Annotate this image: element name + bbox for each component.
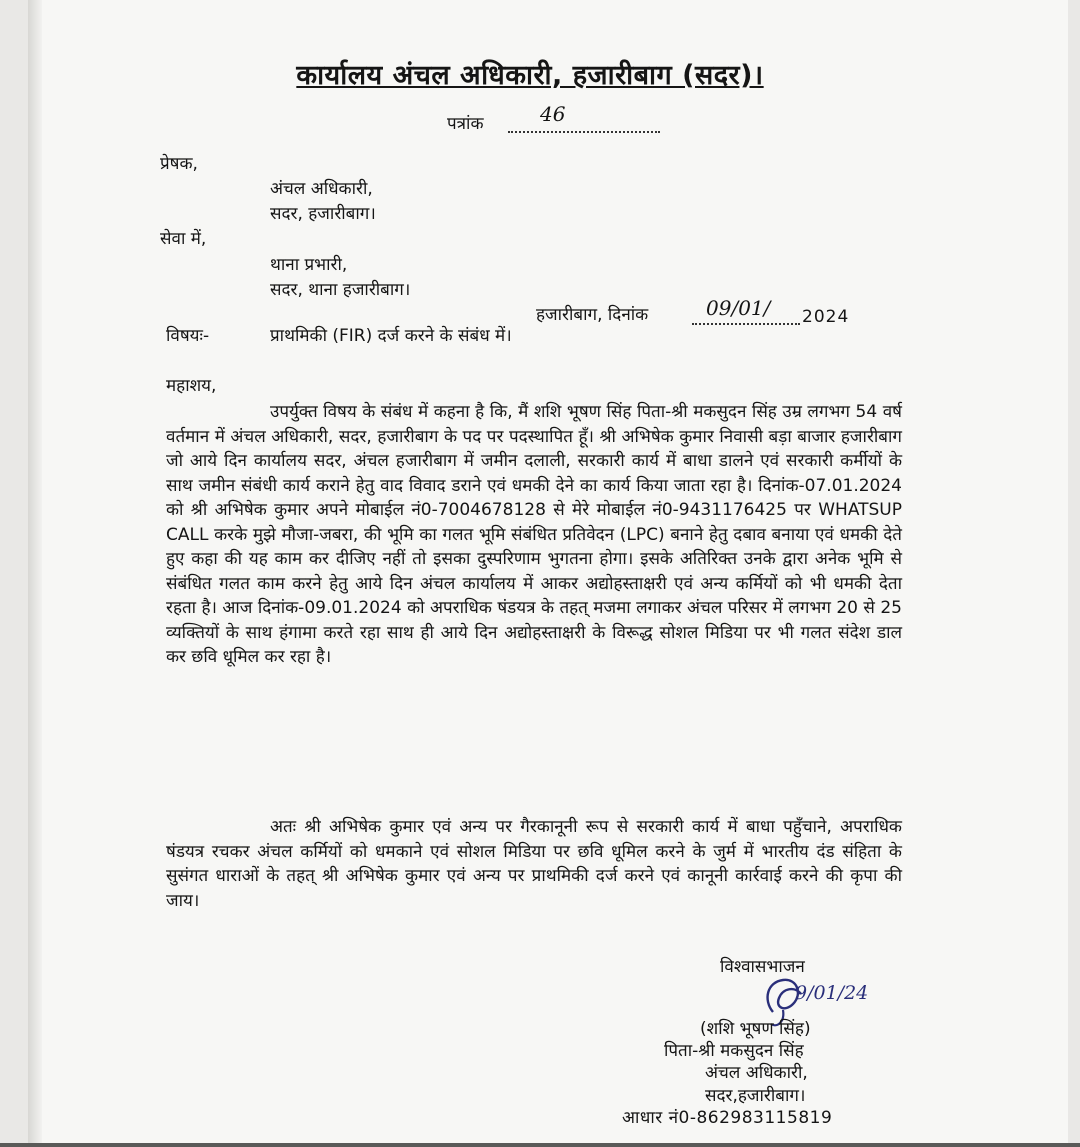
- office-header: कार्यालय अंचल अधिकारी, हजारीबाग (सदर)।: [296, 60, 764, 91]
- recipient-label: सेवा में,: [160, 229, 207, 249]
- signature-date: 9/01/24: [795, 982, 869, 1004]
- sender-line-1: अंचल अधिकारी,: [270, 179, 373, 199]
- sender-line-2: सदर, हजारीबाग।: [270, 204, 376, 224]
- body-paragraph-1: उपर्युक्त विषय के संबंध में कहना है कि, मैं शशि भूषण सिंह पिता-श्री मकसुदन सिंह उम्र लगभग 54 वर्ष वर्तमान में अंचल अधिकारी, सदर, हजारीबाग के पद पर पदस्थापित हूँ। श्री अभिषेक कुमार निवासी बड़ा बाजार हजारीबाग जो आये दिन कार्यालय सदर, अंचल हजारीबाग में जमीन दलाली, सरकारी कार्य में बाधा डालने एवं सरकारी कर्मीयों के साथ जमीन संबंधी कार्य कराने हेतु वाद विवाद डराने एवं धमकी देने का कार्य किया जाता रहा है। दिनांक-07.01.2024 को श्री अभिषेक कुमार अपने मोबाईल नं0-7004678128 से मेरे मोबाईल नं0-9431176425 पर WHATSUP CALL करके मुझे मौजा-जबरा, की भूमि का गलत भूमि संबंधित प्रतिवेदन (LPC) बनाने हेतु दबाव बनाया एवं धमकी देते हुए कहा की यह काम कर दीजिए नहीं तो इसका दुस्परिणाम भुगतना होगा। इसके अतिरिक्त उनके द्वारा अनेक भूमि से संबंधित गलत काम करने हेतु आये दिन अंचल कार्यालय में आकर अद्योहस्ताक्षरी एवं अन्य कर्मियों को भी धमकी देता रहता है। आज दिनांक-09.01.2024 को अपराधिक षंडयत्र के तहत् मजमा लगाकर अंचल परिसर में लगभग 20 से 25 व्यक्तियों के साथ हंगामा करते रहा साथ ही आये दिन अद्योहस्ताक्षरी के विरूद्ध सोशल मिडिया पर भी गलत संदेश डाल कर छवि धूमिल कर रहा है।: [166, 402, 902, 667]
- letter-number-value: 46: [540, 102, 566, 126]
- date-year: 2024: [802, 307, 850, 327]
- body-paragraph-2: अतः श्री अभिषेक कुमार एवं अन्य पर गैरकानूनी रूप से सरकारी कार्य में बाधा पहुँचाने, अपराधिक षंडयत्र रचकर अंचल कर्मियों को धमकाने एवं सोशल मिडिया पर छवि धूमिल करने के जुर्म में भारतीय दंड संहिता के सुसंगत धाराओं के तहत् श्री अभिषेक कुमार एवं अन्य पर प्राथमिकी दर्ज करने एवं कानूनी कार्रवाई करने की कृपा की जाय।: [166, 817, 902, 911]
- page-fold-shadow: [28, 0, 42, 1147]
- subject-text: प्राथमिकी (FIR) दर्ज करने के संबंध में।: [270, 326, 512, 346]
- signatory-office: सदर,हजारीबाग।: [705, 1086, 806, 1106]
- letter-number-label: पत्रांक: [447, 114, 484, 134]
- subject-label: विषयः-: [166, 326, 210, 346]
- letter-number-dotted-line: [508, 113, 660, 133]
- recipient-line-1: थाना प्रभारी,: [270, 255, 348, 275]
- signatory-father: पिता-श्री मकसुदन सिंह: [664, 1041, 804, 1061]
- sender-label: प्रेषक,: [160, 154, 198, 174]
- recipient-line-2: सदर, थाना हजारीबाग।: [270, 280, 411, 300]
- date-prefix: हजारीबाग, दिनांक: [536, 305, 649, 325]
- date-handwritten: 09/01/: [706, 296, 771, 320]
- signatory-designation: अंचल अधिकारी,: [705, 1063, 808, 1083]
- sign-off: विश्वासभाजन: [720, 957, 805, 977]
- signatory-name: (शशि भूषण सिंह): [700, 1019, 811, 1039]
- page-bottom-edge: [0, 1143, 1080, 1147]
- signatory-aadhaar: आधार नं0-862983115819: [622, 1108, 833, 1128]
- salutation: महाशय,: [166, 376, 217, 396]
